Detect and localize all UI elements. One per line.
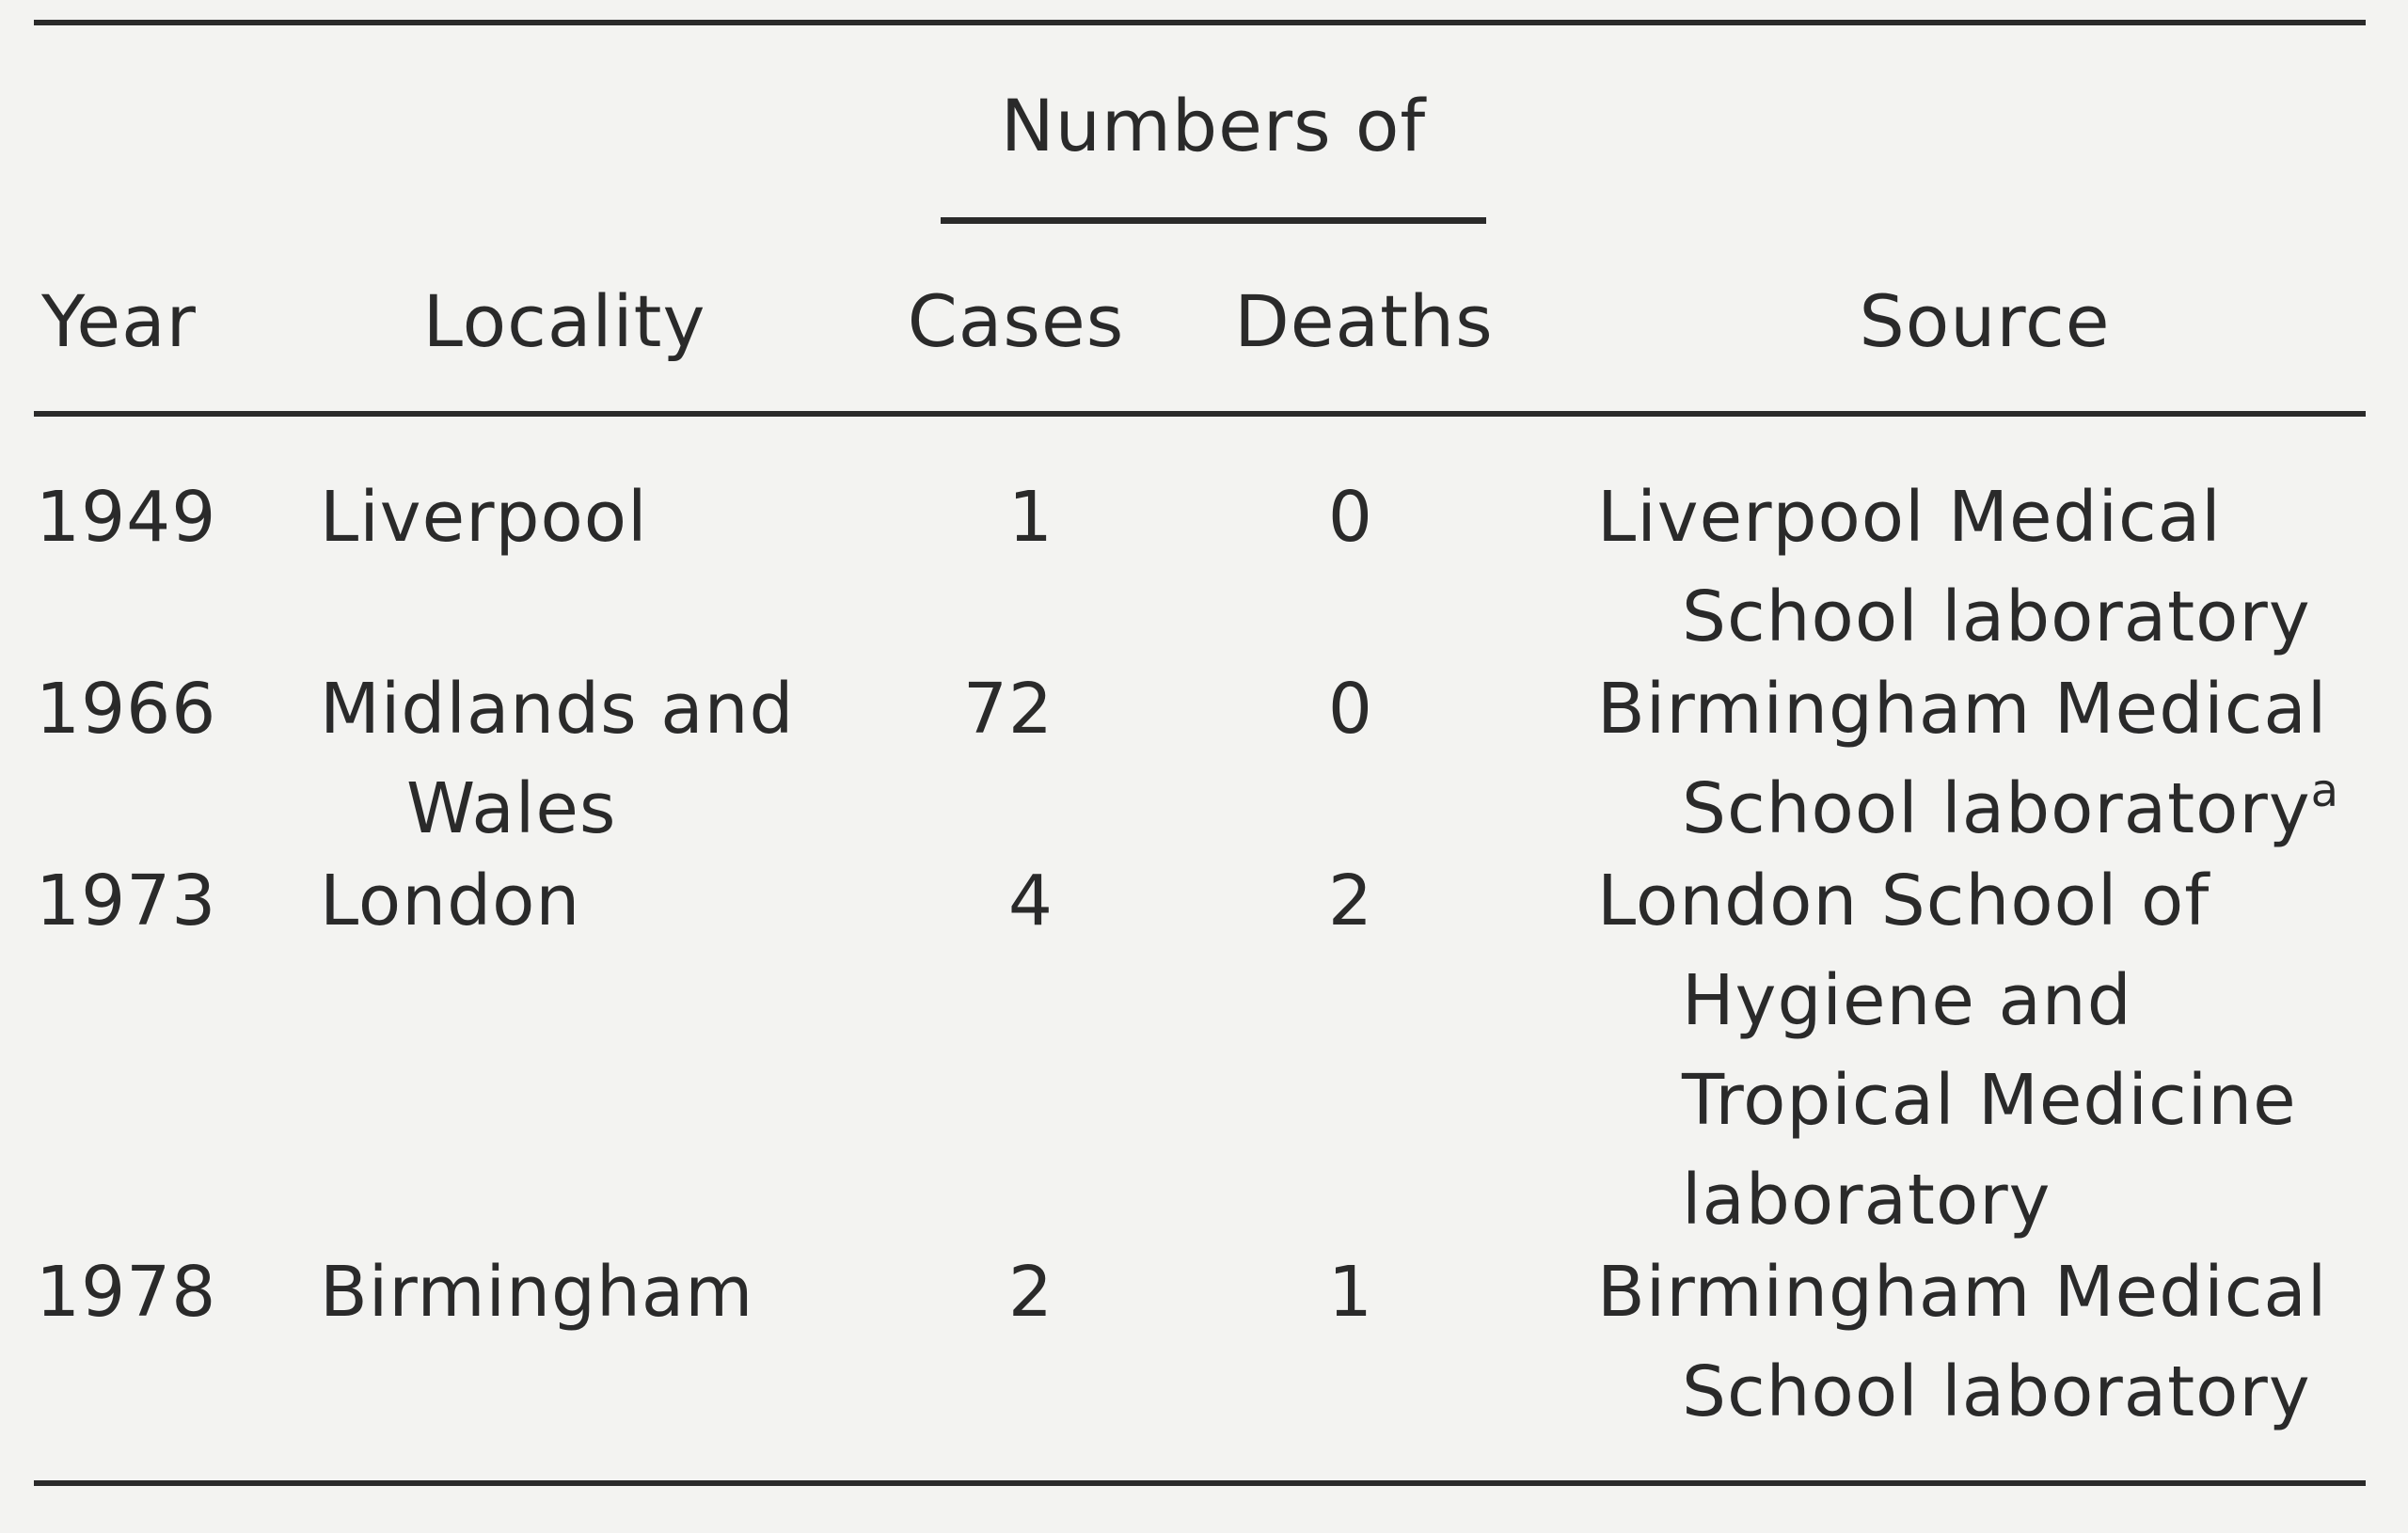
cell-cases: 1 bbox=[1007, 477, 1054, 558]
bottom-rule bbox=[34, 1480, 2366, 1486]
cell-source: Liverpool Medical bbox=[1597, 477, 2222, 558]
cell-locality: London bbox=[320, 861, 581, 941]
footnote-marker: a bbox=[2310, 765, 2340, 817]
cell-source bbox=[1682, 760, 2339, 858]
cell-deaths: 2 bbox=[1327, 861, 1373, 941]
cell-source: Birmingham Medical bbox=[1597, 1252, 2328, 1333]
group-header-numbers-of: Numbers of bbox=[1000, 84, 1427, 167]
cell-year: 1949 bbox=[36, 477, 217, 558]
cell-source: School laboratory bbox=[1682, 1351, 2311, 1432]
cell-source: London School of bbox=[1597, 861, 2210, 941]
cell-cases: 72 bbox=[962, 669, 1054, 750]
cell-year: 1973 bbox=[36, 861, 217, 941]
cell-cases: 4 bbox=[1007, 861, 1054, 941]
cell-source: School laboratory bbox=[1682, 577, 2311, 657]
column-header-deaths: Deaths bbox=[1234, 279, 1494, 363]
column-header-source: Source bbox=[1859, 279, 2111, 363]
top-rule bbox=[34, 20, 2366, 25]
group-header-rule bbox=[941, 217, 1486, 224]
cell-source: laboratory bbox=[1682, 1160, 2052, 1241]
cell-year: 1966 bbox=[36, 669, 217, 750]
cell-locality: Wales bbox=[406, 768, 617, 849]
header-rule bbox=[34, 411, 2366, 417]
cell-source: Tropical Medicine bbox=[1682, 1060, 2297, 1141]
cell-deaths: 0 bbox=[1327, 477, 1373, 558]
column-header-cases: Cases bbox=[907, 279, 1125, 363]
cell-year: 1978 bbox=[36, 1252, 217, 1333]
cell-deaths: 1 bbox=[1327, 1252, 1373, 1333]
cell-cases: 2 bbox=[1007, 1252, 1054, 1333]
cell-source: Birmingham Medical bbox=[1597, 669, 2328, 750]
cell-locality: Midlands and bbox=[320, 669, 795, 750]
cell-locality: Liverpool bbox=[320, 477, 648, 558]
cell-deaths: 0 bbox=[1327, 669, 1373, 750]
column-header-locality: Locality bbox=[422, 279, 706, 363]
cell-locality: Birmingham bbox=[320, 1252, 754, 1333]
column-header-year: Year bbox=[41, 279, 197, 363]
cell-source: Hygiene and bbox=[1682, 960, 2132, 1041]
cell-source-text: School laboratory bbox=[1682, 768, 2311, 849]
